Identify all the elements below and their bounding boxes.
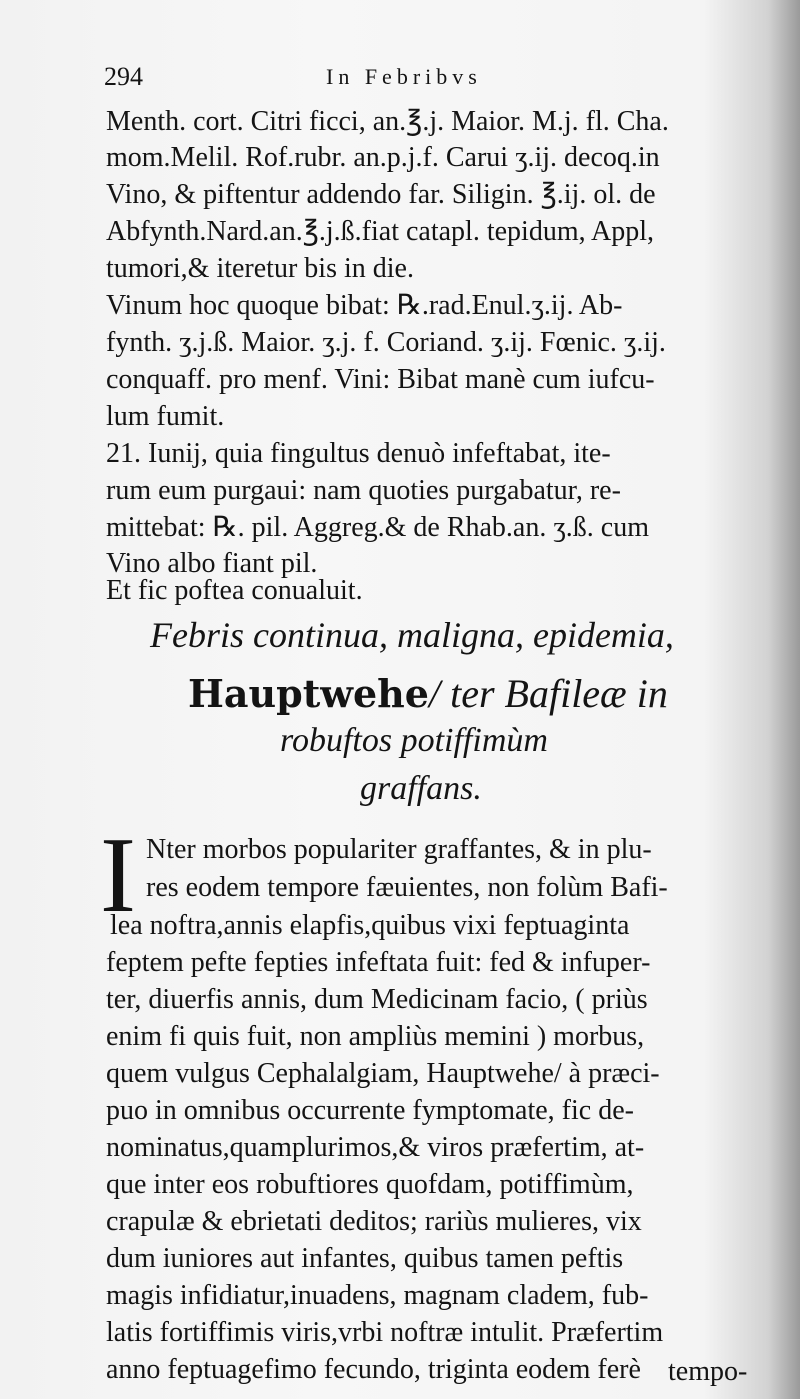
page-number: 294 bbox=[104, 62, 143, 91]
text-line: 21. Iunij, quia fingultus denuò infeftabat, ite- bbox=[106, 438, 611, 469]
section-title-line-4: graffans. bbox=[360, 770, 482, 807]
text-line: Vino albo fiant pil. bbox=[106, 548, 318, 579]
section-title-line-3: robuftos potiffimùm bbox=[280, 722, 548, 759]
text-line: magis infidiatur,inuadens, magnam cladem, fub- bbox=[106, 1280, 649, 1311]
text-line: puo in omnibus occurrente fymptomate, fic de- bbox=[106, 1095, 634, 1126]
text-line: res eodem tempore fæuientes, non folùm Bafi- bbox=[146, 872, 668, 903]
text-line: quem vulgus Cephalalgiam, Hauptwehe/ à præci- bbox=[106, 1058, 660, 1089]
text-line: latis fortiffimis viris,vrbi noftræ intulit. Præfertim bbox=[106, 1317, 664, 1348]
text-line: dum iuniores aut infantes, quibus tamen peftis bbox=[106, 1243, 624, 1274]
drop-cap: I bbox=[100, 816, 136, 935]
section-title-line-1: Febris continua, maligna, epidemia, bbox=[150, 615, 674, 655]
catchword: tempo- bbox=[668, 1356, 748, 1387]
running-title: In Febribvs bbox=[326, 64, 482, 89]
text-line: mom.Melil. Rof.rubr. an.p.j.f. Carui ʒ.ij. decoq.in bbox=[106, 142, 660, 173]
text-line: anno feptuagefimo fecundo, triginta eodem ferè bbox=[106, 1354, 641, 1385]
blackletter-word: Hauptwehe bbox=[188, 671, 429, 716]
text-line: fynth. ʒ.j.ß. Maior. ʒ.j. f. Coriand. ʒ.ij. Fœnic. ʒ.ij. bbox=[106, 327, 666, 358]
text-line: Vinum hoc quoque bibat: ℞.rad.Enul.ʒ.ij. Ab- bbox=[106, 290, 623, 321]
text-line: nominatus,quamplurimos,& viros præfertim, at- bbox=[106, 1132, 645, 1163]
page-header bbox=[104, 62, 744, 102]
text-line: que inter eos robuftiores quofdam, potiffimùm, bbox=[106, 1169, 634, 1200]
text-line: lum fumit. bbox=[106, 401, 225, 432]
text-line: Et fic poftea conualuit. bbox=[106, 575, 363, 606]
text-line: feptem pefte fepties infeftata fuit: fed & infuper- bbox=[106, 947, 651, 978]
text-line: Vino, & piftentur addendo far. Siligin. ℥.ij. ol. de bbox=[106, 179, 656, 210]
text-line: ter, diuerfis annis, dum Medicinam facio, ( priùs bbox=[106, 984, 648, 1015]
text-line: Menth. cort. Citri ficci, an.℥.j. Maior. M.j. fl. Cha. bbox=[106, 106, 669, 137]
section-title-line-2-rest: / ter Bafileæ in bbox=[428, 671, 668, 716]
text-line: crapulæ & ebrietati deditos; rariùs mulieres, vix bbox=[106, 1206, 642, 1237]
text-line: Abfynth.Nard.an.℥.j.ß.fiat catapl. tepidum, Appl, bbox=[106, 216, 655, 247]
section-title-line-2 bbox=[188, 670, 668, 717]
text-line: enim fi quis fuit, non ampliùs memini ) morbus, bbox=[106, 1021, 645, 1052]
text-line: Nter morbos populariter graffantes, & in plu- bbox=[146, 834, 652, 865]
text-line: tumori,& iteretur bis in die. bbox=[106, 253, 414, 284]
text-line: conquaff. pro menf. Vini: Bibat manè cum iufcu- bbox=[106, 364, 655, 395]
text-line: rum eum purgaui: nam quoties purgabatur, re- bbox=[106, 475, 621, 506]
text-line: mittebat: ℞. pil. Aggreg.& de Rhab.an. ʒ.ß. cum bbox=[106, 512, 649, 543]
text-line: lea noftra,annis elapfis,quibus vixi feptuaginta bbox=[110, 910, 630, 941]
